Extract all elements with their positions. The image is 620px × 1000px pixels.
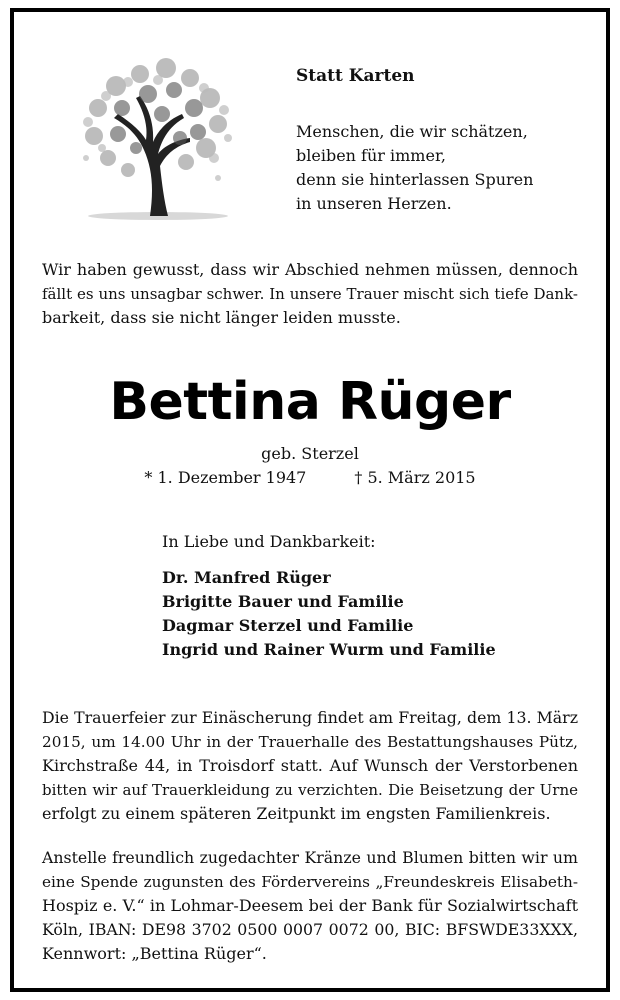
paragraph-line: fällt es uns unsagbar schwer. In unsere Trauer mischt sich tiefe Dank-	[42, 285, 578, 303]
mourner-name: Ingrid und Rainer Wurm und Familie	[162, 640, 496, 659]
statt-karten-heading: Statt Karten	[296, 66, 415, 86]
donation-paragraph	[42, 846, 578, 966]
ceremony-paragraph	[42, 706, 578, 826]
paragraph-line: Hospiz e. V.“ in Lohmar-Deesem bei der Bank für Sozialwirtschaft	[42, 896, 578, 915]
paragraph-line: Anstelle freundlich zugedachter Kränze und Blumen bitten wir um	[42, 848, 578, 867]
paragraph-line: barkeit, dass sie nicht länger leiden musste.	[42, 308, 401, 327]
mourners-intro: In Liebe und Dankbarkeit:	[162, 532, 376, 551]
paragraph-line: bitten wir auf Trauerkleidung zu verzichten. Die Beisetzung der Urne	[42, 781, 578, 799]
poem-line: in unseren Herzen.	[296, 194, 452, 213]
poem	[296, 120, 533, 216]
paragraph-line: eine Spende zugunsten des Fördervereins „Freundeskreis Elisabeth-	[42, 873, 578, 891]
paragraph-line: Kennwort: „Bettina Rüger“.	[42, 944, 267, 963]
poem-line: bleiben für immer,	[296, 146, 446, 165]
mourner-name: Brigitte Bauer und Familie	[162, 592, 404, 611]
paragraph-line: erfolgt zu einem späteren Zeitpunkt im engsten Familienkreis.	[42, 804, 551, 823]
mourner-name: Dagmar Sterzel und Familie	[162, 616, 414, 635]
mourners-list	[162, 566, 496, 662]
tree-icon	[58, 38, 248, 228]
paragraph-line: Köln, IBAN: DE98 3702 0500 0007 0072 00, BIC: BFSWDE33XXX,	[42, 920, 578, 939]
life-dates	[0, 468, 620, 487]
mourner-name: Dr. Manfred Rüger	[162, 568, 331, 587]
deceased-name: Bettina Rüger	[109, 372, 511, 432]
birth-name: geb. Sterzel	[261, 444, 359, 463]
birth-date: * 1. Dezember 1947	[144, 468, 307, 487]
paragraph-line: Wir haben gewusst, dass wir Abschied nehmen müssen, dennoch	[42, 260, 578, 279]
intro-paragraph	[42, 258, 578, 330]
paragraph-line: Die Trauerfeier zur Einäscherung findet am Freitag, dem 13. März	[42, 708, 578, 727]
paragraph-line: 2015, um 14.00 Uhr in der Trauerhalle des Bestattungshauses Pütz,	[42, 733, 578, 751]
paragraph-line: Kirchstraße 44, in Troisdorf statt. Auf Wunsch der Verstorbenen	[42, 756, 578, 775]
poem-line: Menschen, die wir schätzen,	[296, 122, 528, 141]
death-date: † 5. März 2015	[354, 468, 476, 487]
poem-line: denn sie hinterlassen Spuren	[296, 170, 534, 189]
